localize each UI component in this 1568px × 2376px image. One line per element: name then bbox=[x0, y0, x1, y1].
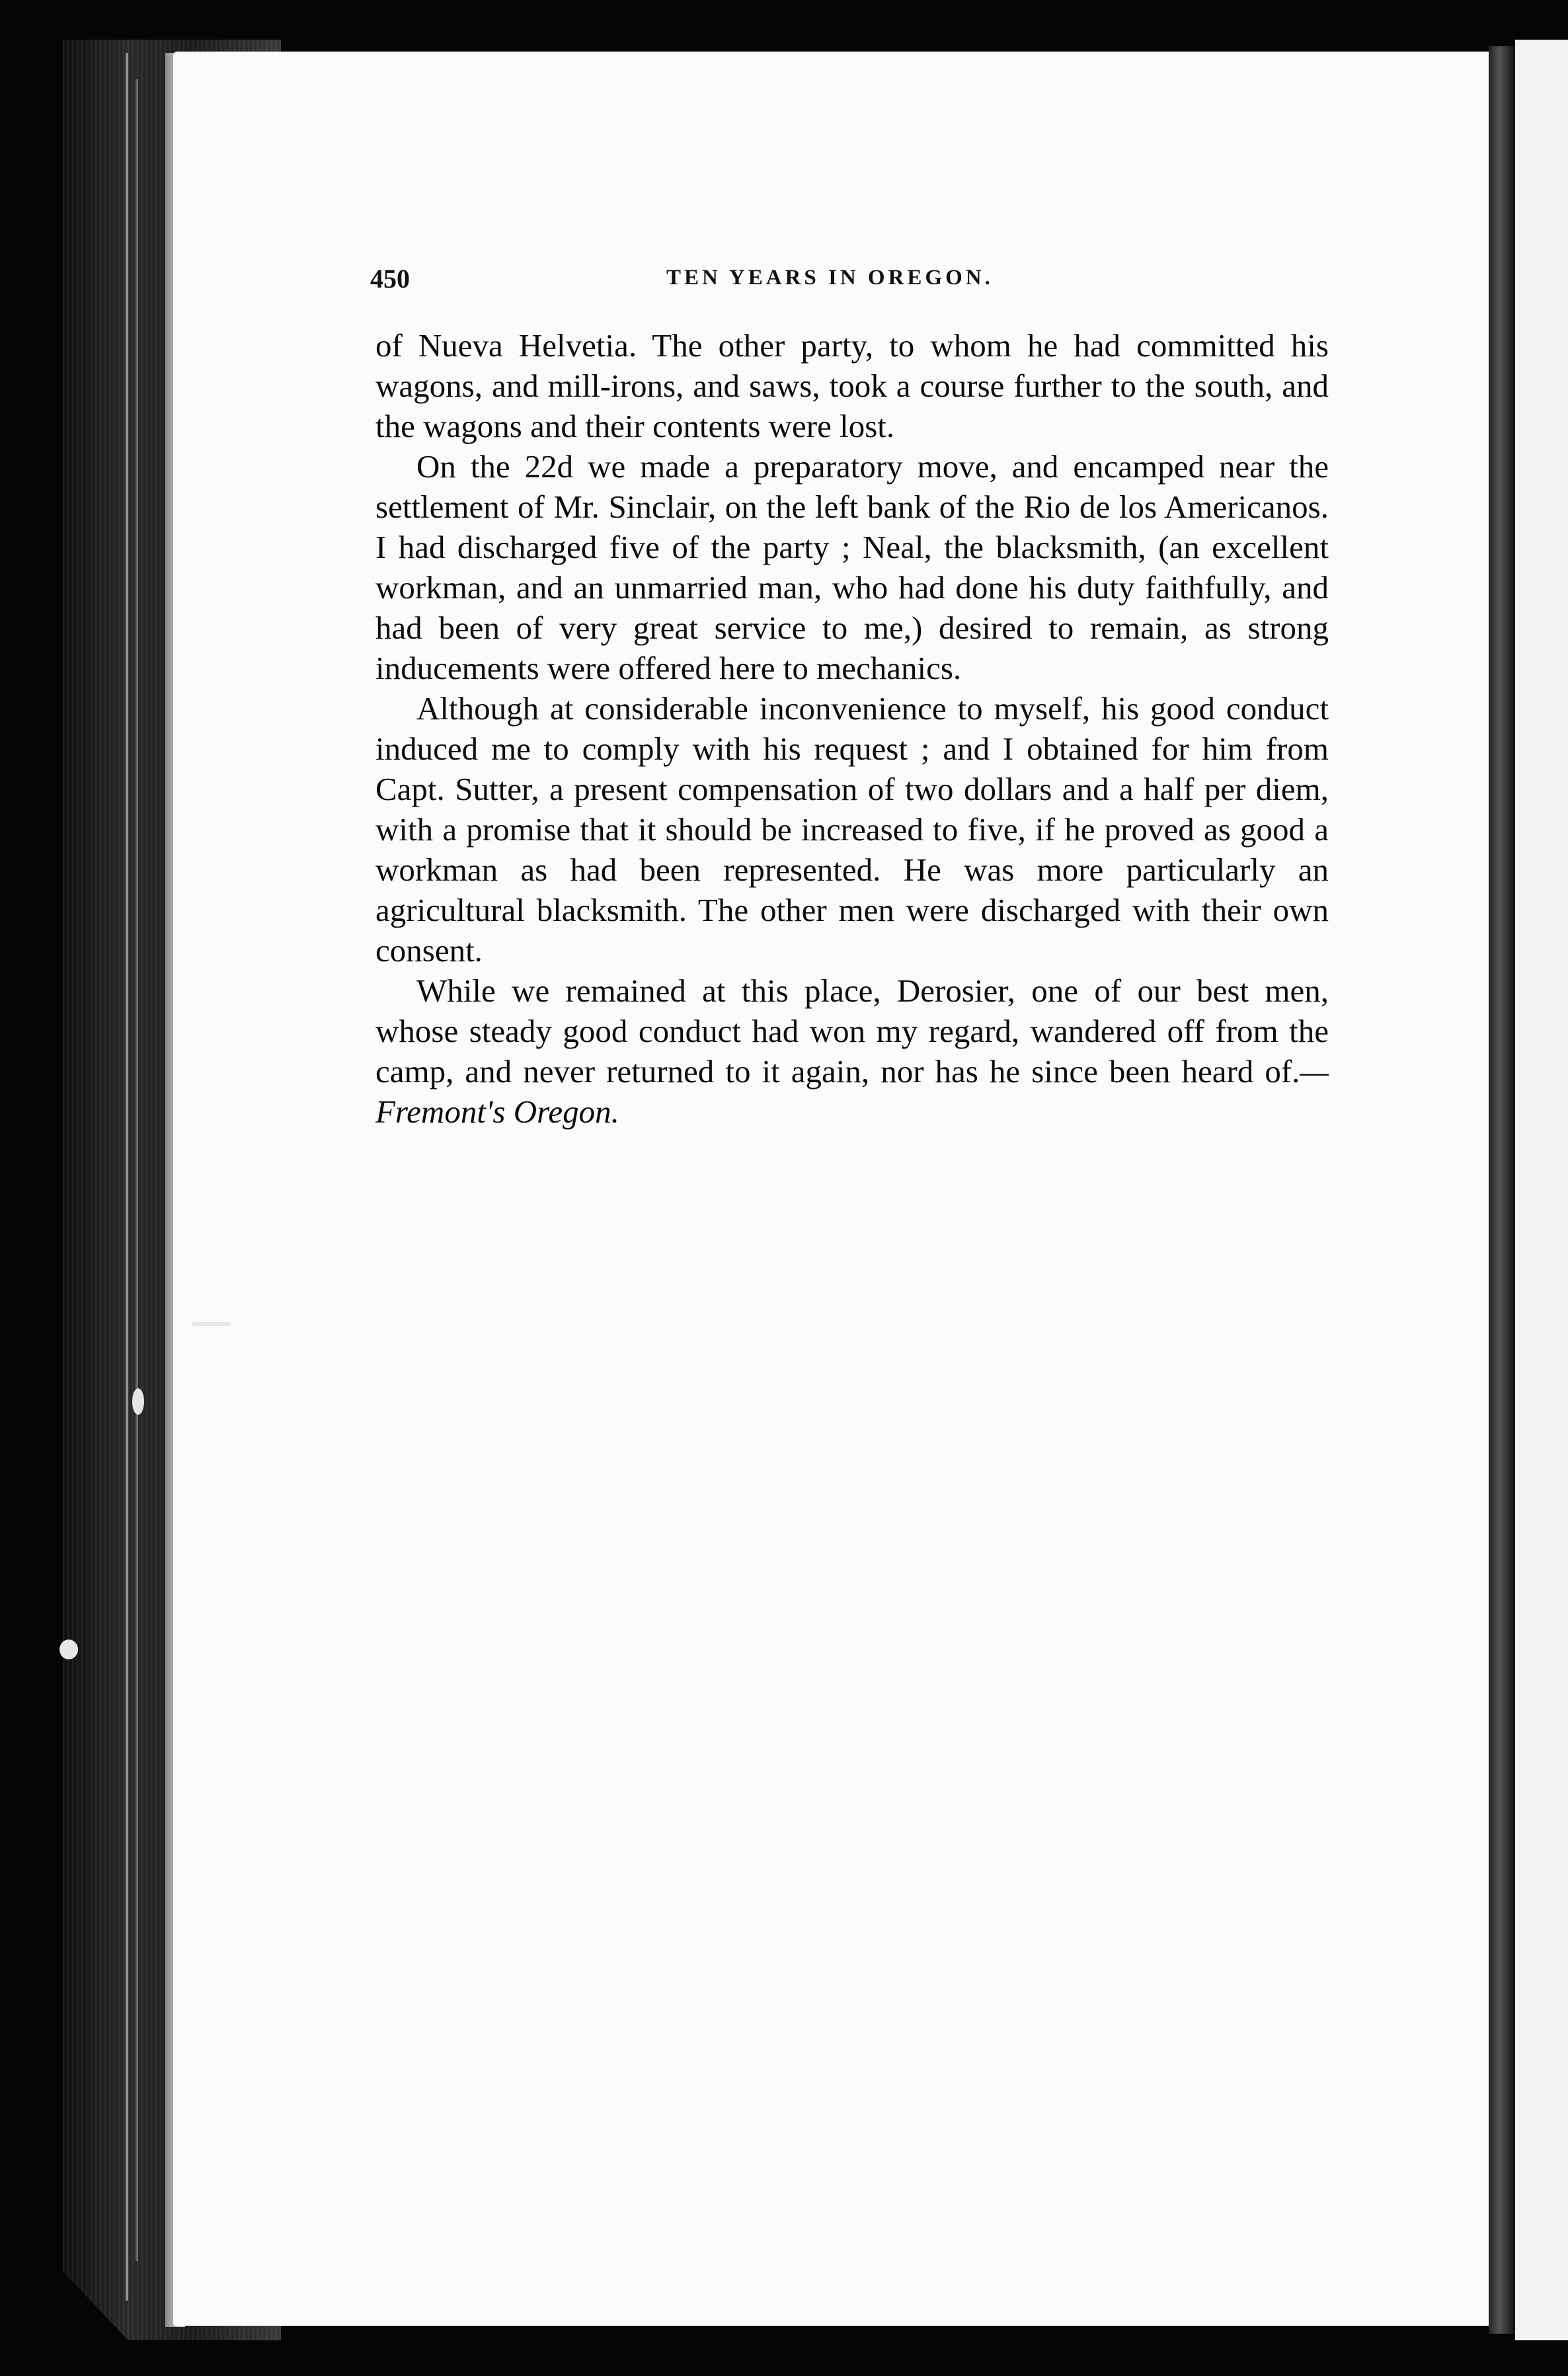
paragraph: of Nueva Helvetia. The other party, to whom he had committed his wagons, and mill-irons, and saws, took a course further to the south, and the wagons and their contents were lost. bbox=[375, 327, 1329, 444]
running-head: TEN YEARS IN OREGON. bbox=[666, 266, 994, 290]
paragraph-text: While we remained at this place, Derosier, one of our best men, whose steady good conduct had won my regard, wandered off from the camp, and never returned to it again, nor has he since been heard of. bbox=[375, 972, 1329, 1089]
page-number: 450 bbox=[370, 264, 410, 294]
spine-highlight-line bbox=[136, 79, 138, 2261]
body-text bbox=[375, 325, 1329, 1132]
source-citation: —Fremont's Oregon. bbox=[375, 1053, 1329, 1130]
dust-speck bbox=[192, 1322, 231, 1326]
paragraph: Although at considerable inconvenience to myself, his good conduct induced me to comply with his request ; and I obtained for him from Capt. Sutter, a present compensation of two dollars and a half per diem, with a promise that it should be increased to five, if he proved as good a workman as had been represented. He was more particularly an agricultural blacksmith. The other men were discharged with their own consent. bbox=[375, 690, 1329, 969]
spine-highlight-line bbox=[126, 53, 128, 2301]
paragraph: On the 22d we made a preparatory move, and encamped near the settlement of Mr. Sinclair, on the left bank of the Rio de los Americanos. I had discharged five of the party ; Neal, the blacksmith, (an excellent workman, and an unmarried man, who had done his duty faithfully, and had been of very great service to me,) desired to remain, as strong inducements were offered here to mechanics. bbox=[375, 448, 1329, 686]
dust-speck bbox=[59, 1640, 78, 1659]
gutter-shadow bbox=[1489, 46, 1515, 2334]
adjacent-page-sliver bbox=[1515, 40, 1568, 2340]
paragraph bbox=[375, 970, 1329, 1132]
dust-speck bbox=[132, 1388, 144, 1415]
page-header bbox=[370, 263, 1388, 303]
